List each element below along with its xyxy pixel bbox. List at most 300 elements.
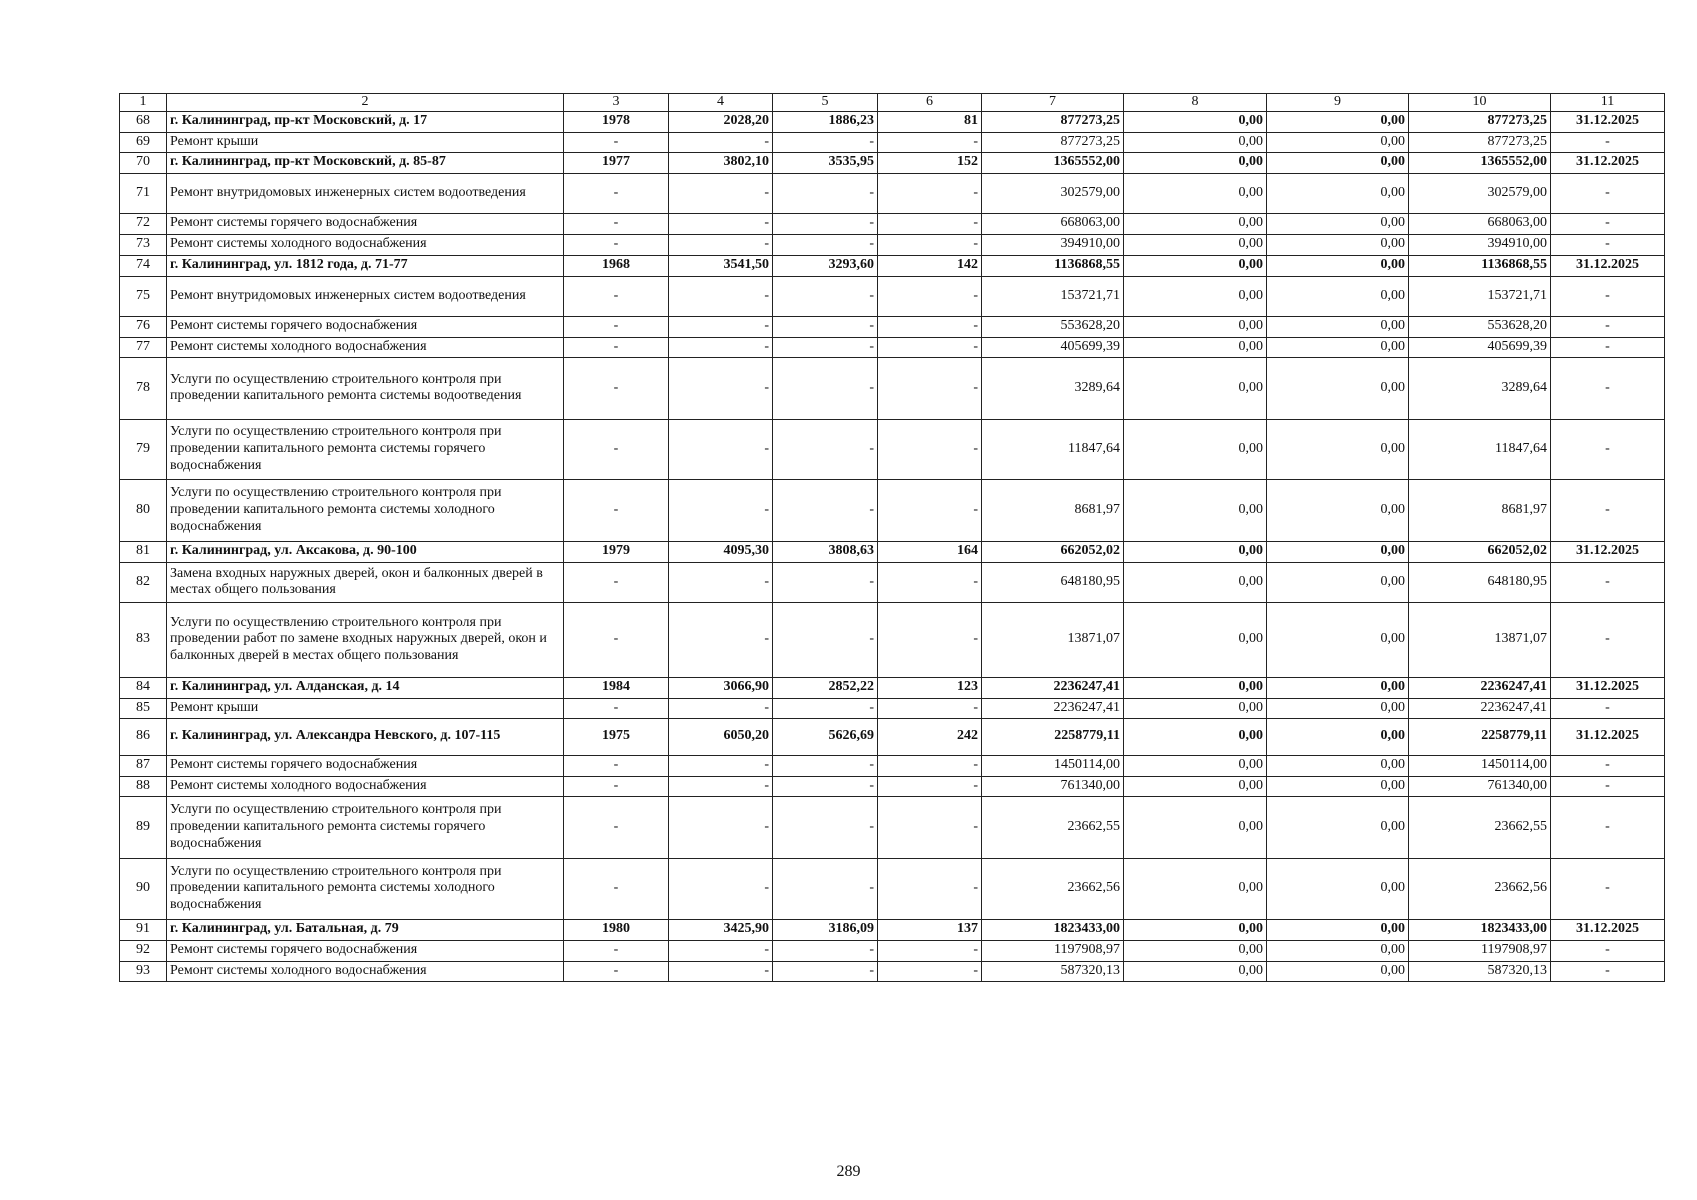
living-area-cell: - [773, 562, 878, 602]
living-area-cell: - [773, 276, 878, 316]
year-cell: - [564, 479, 669, 541]
row-number-cell: 84 [120, 677, 167, 698]
address-row [120, 919, 1665, 940]
work-row [120, 940, 1665, 961]
residents-cell: - [878, 796, 982, 858]
deadline-cell: - [1551, 479, 1665, 541]
column-header: 7 [982, 94, 1124, 112]
living-area-cell: - [773, 234, 878, 255]
object-name-cell: Услуги по осуществлению строительного контроля при проведении капитального ремонта системы горячего водоснабжения [167, 796, 564, 858]
col8-cell: 0,00 [1124, 357, 1267, 419]
row-number-cell: 68 [120, 111, 167, 132]
object-name-cell: г. Калининград, пр-кт Московский, д. 17 [167, 111, 564, 132]
residents-cell: - [878, 776, 982, 796]
object-name-cell: Услуги по осуществлению строительного контроля при проведении капитального ремонта системы водоотведения [167, 357, 564, 419]
object-name-cell: Ремонт крыши [167, 132, 564, 152]
column-header: 4 [669, 94, 773, 112]
deadline-cell: - [1551, 276, 1665, 316]
object-name-cell: Услуги по осуществлению строительного контроля при проведении капитального ремонта системы холодного водоснабжения [167, 858, 564, 919]
col9-cell: 0,00 [1267, 479, 1409, 541]
col10-cost-cell: 3289,64 [1409, 357, 1551, 419]
col9-cell: 0,00 [1267, 337, 1409, 357]
year-cell: - [564, 796, 669, 858]
col9-cell: 0,00 [1267, 755, 1409, 776]
deadline-cell: 31.12.2025 [1551, 255, 1665, 276]
residents-cell: - [878, 337, 982, 357]
row-number-cell: 86 [120, 718, 167, 755]
year-cell: - [564, 698, 669, 718]
total-cost-cell: 1365552,00 [982, 152, 1124, 173]
col8-cell: 0,00 [1124, 961, 1267, 981]
repair-program-table-sheet [119, 93, 1664, 982]
column-header: 1 [120, 94, 167, 112]
object-name-cell: Ремонт системы горячего водоснабжения [167, 755, 564, 776]
row-number-cell: 80 [120, 479, 167, 541]
deadline-cell: - [1551, 858, 1665, 919]
total-cost-cell: 394910,00 [982, 234, 1124, 255]
living-area-cell: - [773, 132, 878, 152]
col8-cell: 0,00 [1124, 152, 1267, 173]
residents-cell: 164 [878, 541, 982, 562]
total-area-cell: - [669, 276, 773, 316]
total-cost-cell: 153721,71 [982, 276, 1124, 316]
residents-cell: 81 [878, 111, 982, 132]
col8-cell: 0,00 [1124, 755, 1267, 776]
work-row [120, 419, 1665, 479]
object-name-cell: Ремонт системы холодного водоснабжения [167, 337, 564, 357]
deadline-cell: 31.12.2025 [1551, 919, 1665, 940]
living-area-cell: 2852,22 [773, 677, 878, 698]
col10-cost-cell: 877273,25 [1409, 132, 1551, 152]
col8-cell: 0,00 [1124, 316, 1267, 337]
living-area-cell: - [773, 173, 878, 213]
row-number-cell: 90 [120, 858, 167, 919]
work-row [120, 479, 1665, 541]
year-cell: - [564, 357, 669, 419]
year-cell: - [564, 961, 669, 981]
object-name-cell: Ремонт внутридомовых инженерных систем водоотведения [167, 276, 564, 316]
total-cost-cell: 877273,25 [982, 132, 1124, 152]
living-area-cell: - [773, 602, 878, 677]
col10-cost-cell: 587320,13 [1409, 961, 1551, 981]
total-area-cell: - [669, 132, 773, 152]
total-area-cell: - [669, 858, 773, 919]
total-area-cell: - [669, 940, 773, 961]
col9-cell: 0,00 [1267, 698, 1409, 718]
object-name-cell: Ремонт системы горячего водоснабжения [167, 213, 564, 234]
total-cost-cell: 648180,95 [982, 562, 1124, 602]
row-number-cell: 91 [120, 919, 167, 940]
row-number-cell: 82 [120, 562, 167, 602]
deadline-cell: 31.12.2025 [1551, 152, 1665, 173]
row-number-cell: 74 [120, 255, 167, 276]
object-name-cell: г. Калининград, ул. Алданская, д. 14 [167, 677, 564, 698]
col10-cost-cell: 1197908,97 [1409, 940, 1551, 961]
row-number-cell: 73 [120, 234, 167, 255]
total-cost-cell: 405699,39 [982, 337, 1124, 357]
total-cost-cell: 761340,00 [982, 776, 1124, 796]
col8-cell: 0,00 [1124, 276, 1267, 316]
row-number-cell: 88 [120, 776, 167, 796]
address-row [120, 255, 1665, 276]
row-number-cell: 72 [120, 213, 167, 234]
object-name-cell: Услуги по осуществлению строительного контроля при проведении работ по замене входных наружных дверей, окон и балконных дверей в местах общего пользования [167, 602, 564, 677]
living-area-cell: - [773, 698, 878, 718]
col8-cell: 0,00 [1124, 562, 1267, 602]
col8-cell: 0,00 [1124, 940, 1267, 961]
col8-cell: 0,00 [1124, 132, 1267, 152]
page-number: 289 [836, 1163, 861, 1180]
total-area-cell: - [669, 173, 773, 213]
living-area-cell: - [773, 316, 878, 337]
living-area-cell: - [773, 419, 878, 479]
object-name-cell: г. Калининград, пр-кт Московский, д. 85-87 [167, 152, 564, 173]
row-number-cell: 81 [120, 541, 167, 562]
col10-cost-cell: 302579,00 [1409, 173, 1551, 213]
col10-cost-cell: 1450114,00 [1409, 755, 1551, 776]
col8-cell: 0,00 [1124, 255, 1267, 276]
total-area-cell: - [669, 316, 773, 337]
col8-cell: 0,00 [1124, 541, 1267, 562]
deadline-cell: - [1551, 337, 1665, 357]
repair-program-table [119, 93, 1665, 982]
col10-cost-cell: 13871,07 [1409, 602, 1551, 677]
residents-cell: - [878, 479, 982, 541]
living-area-cell: - [773, 357, 878, 419]
header-row [120, 94, 1665, 112]
residents-cell: - [878, 602, 982, 677]
col9-cell: 0,00 [1267, 562, 1409, 602]
col9-cell: 0,00 [1267, 132, 1409, 152]
living-area-cell: 3186,09 [773, 919, 878, 940]
column-header: 9 [1267, 94, 1409, 112]
living-area-cell: 5626,69 [773, 718, 878, 755]
address-row [120, 111, 1665, 132]
col8-cell: 0,00 [1124, 479, 1267, 541]
col9-cell: 0,00 [1267, 541, 1409, 562]
year-cell: - [564, 276, 669, 316]
object-name-cell: г. Калининград, ул. Батальная, д. 79 [167, 919, 564, 940]
deadline-cell: 31.12.2025 [1551, 718, 1665, 755]
col10-cost-cell: 405699,39 [1409, 337, 1551, 357]
living-area-cell: 1886,23 [773, 111, 878, 132]
col10-cost-cell: 877273,25 [1409, 111, 1551, 132]
column-header: 5 [773, 94, 878, 112]
deadline-cell: 31.12.2025 [1551, 541, 1665, 562]
col10-cost-cell: 153721,71 [1409, 276, 1551, 316]
col10-cost-cell: 668063,00 [1409, 213, 1551, 234]
col9-cell: 0,00 [1267, 234, 1409, 255]
table-body [120, 94, 1665, 982]
object-name-cell: Услуги по осуществлению строительного контроля при проведении капитального ремонта системы горячего водоснабжения [167, 419, 564, 479]
residents-cell: 123 [878, 677, 982, 698]
total-area-cell: - [669, 776, 773, 796]
residents-cell: 137 [878, 919, 982, 940]
total-area-cell: - [669, 419, 773, 479]
residents-cell: - [878, 234, 982, 255]
object-name-cell: г. Калининград, ул. Аксакова, д. 90-100 [167, 541, 564, 562]
deadline-cell: - [1551, 961, 1665, 981]
total-area-cell: 6050,20 [669, 718, 773, 755]
year-cell: - [564, 132, 669, 152]
total-area-cell: - [669, 479, 773, 541]
col9-cell: 0,00 [1267, 940, 1409, 961]
deadline-cell: - [1551, 755, 1665, 776]
deadline-cell: - [1551, 419, 1665, 479]
work-row [120, 234, 1665, 255]
residents-cell: - [878, 698, 982, 718]
residents-cell: 152 [878, 152, 982, 173]
col9-cell: 0,00 [1267, 255, 1409, 276]
work-row [120, 602, 1665, 677]
total-cost-cell: 13871,07 [982, 602, 1124, 677]
column-header: 11 [1551, 94, 1665, 112]
row-number-cell: 79 [120, 419, 167, 479]
year-cell: - [564, 776, 669, 796]
col10-cost-cell: 8681,97 [1409, 479, 1551, 541]
col10-cost-cell: 648180,95 [1409, 562, 1551, 602]
col9-cell: 0,00 [1267, 357, 1409, 419]
col9-cell: 0,00 [1267, 276, 1409, 316]
total-cost-cell: 587320,13 [982, 961, 1124, 981]
col10-cost-cell: 662052,02 [1409, 541, 1551, 562]
row-number-cell: 87 [120, 755, 167, 776]
year-cell: - [564, 562, 669, 602]
total-cost-cell: 2236247,41 [982, 677, 1124, 698]
deadline-cell: - [1551, 602, 1665, 677]
total-cost-cell: 23662,55 [982, 796, 1124, 858]
row-number-cell: 85 [120, 698, 167, 718]
total-cost-cell: 302579,00 [982, 173, 1124, 213]
work-row [120, 132, 1665, 152]
total-area-cell: - [669, 796, 773, 858]
living-area-cell: - [773, 213, 878, 234]
col9-cell: 0,00 [1267, 796, 1409, 858]
object-name-cell: Ремонт системы горячего водоснабжения [167, 316, 564, 337]
col8-cell: 0,00 [1124, 698, 1267, 718]
col9-cell: 0,00 [1267, 213, 1409, 234]
col10-cost-cell: 761340,00 [1409, 776, 1551, 796]
row-number-cell: 76 [120, 316, 167, 337]
deadline-cell: - [1551, 940, 1665, 961]
residents-cell: - [878, 562, 982, 602]
work-row [120, 858, 1665, 919]
year-cell: 1979 [564, 541, 669, 562]
object-name-cell: Услуги по осуществлению строительного контроля при проведении капитального ремонта системы холодного водоснабжения [167, 479, 564, 541]
object-name-cell: Ремонт системы холодного водоснабжения [167, 234, 564, 255]
col10-cost-cell: 1136868,55 [1409, 255, 1551, 276]
total-area-cell: - [669, 602, 773, 677]
col9-cell: 0,00 [1267, 858, 1409, 919]
total-cost-cell: 1197908,97 [982, 940, 1124, 961]
total-area-cell: 3802,10 [669, 152, 773, 173]
object-name-cell: Замена входных наружных дверей, окон и балконных дверей в местах общего пользования [167, 562, 564, 602]
object-name-cell: Ремонт системы горячего водоснабжения [167, 940, 564, 961]
living-area-cell: 3535,95 [773, 152, 878, 173]
year-cell: - [564, 858, 669, 919]
residents-cell: - [878, 173, 982, 213]
work-row [120, 316, 1665, 337]
row-number-cell: 69 [120, 132, 167, 152]
deadline-cell: - [1551, 234, 1665, 255]
col8-cell: 0,00 [1124, 718, 1267, 755]
col10-cost-cell: 23662,55 [1409, 796, 1551, 858]
total-cost-cell: 1823433,00 [982, 919, 1124, 940]
living-area-cell: - [773, 755, 878, 776]
col8-cell: 0,00 [1124, 337, 1267, 357]
residents-cell: - [878, 132, 982, 152]
total-area-cell: - [669, 755, 773, 776]
row-number-cell: 93 [120, 961, 167, 981]
total-area-cell: 3541,50 [669, 255, 773, 276]
living-area-cell: - [773, 337, 878, 357]
year-cell: - [564, 173, 669, 213]
col8-cell: 0,00 [1124, 858, 1267, 919]
object-name-cell: Ремонт системы холодного водоснабжения [167, 961, 564, 981]
col8-cell: 0,00 [1124, 919, 1267, 940]
col8-cell: 0,00 [1124, 173, 1267, 213]
residents-cell: - [878, 858, 982, 919]
address-row [120, 541, 1665, 562]
total-cost-cell: 8681,97 [982, 479, 1124, 541]
col8-cell: 0,00 [1124, 796, 1267, 858]
row-number-cell: 70 [120, 152, 167, 173]
year-cell: - [564, 213, 669, 234]
deadline-cell: - [1551, 173, 1665, 213]
year-cell: - [564, 419, 669, 479]
object-name-cell: Ремонт крыши [167, 698, 564, 718]
col10-cost-cell: 2236247,41 [1409, 677, 1551, 698]
year-cell: 1975 [564, 718, 669, 755]
col8-cell: 0,00 [1124, 419, 1267, 479]
residents-cell: - [878, 316, 982, 337]
col10-cost-cell: 2236247,41 [1409, 698, 1551, 718]
work-row [120, 755, 1665, 776]
object-name-cell: г. Калининград, ул. 1812 года, д. 71-77 [167, 255, 564, 276]
col10-cost-cell: 23662,56 [1409, 858, 1551, 919]
residents-cell: - [878, 276, 982, 316]
col8-cell: 0,00 [1124, 111, 1267, 132]
year-cell: - [564, 337, 669, 357]
column-header: 3 [564, 94, 669, 112]
residents-cell: 242 [878, 718, 982, 755]
residents-cell: - [878, 961, 982, 981]
col8-cell: 0,00 [1124, 213, 1267, 234]
address-row [120, 152, 1665, 173]
col9-cell: 0,00 [1267, 776, 1409, 796]
living-area-cell: - [773, 479, 878, 541]
col8-cell: 0,00 [1124, 234, 1267, 255]
column-header: 6 [878, 94, 982, 112]
work-row [120, 337, 1665, 357]
work-row [120, 776, 1665, 796]
col8-cell: 0,00 [1124, 776, 1267, 796]
col9-cell: 0,00 [1267, 677, 1409, 698]
living-area-cell: - [773, 961, 878, 981]
column-header: 8 [1124, 94, 1267, 112]
year-cell: - [564, 602, 669, 677]
total-cost-cell: 11847,64 [982, 419, 1124, 479]
deadline-cell: - [1551, 213, 1665, 234]
year-cell: - [564, 234, 669, 255]
col8-cell: 0,00 [1124, 602, 1267, 677]
total-area-cell: - [669, 698, 773, 718]
total-area-cell: - [669, 213, 773, 234]
residents-cell: - [878, 940, 982, 961]
total-area-cell: 3425,90 [669, 919, 773, 940]
work-row [120, 961, 1665, 981]
deadline-cell: - [1551, 316, 1665, 337]
deadline-cell: - [1551, 132, 1665, 152]
col8-cell: 0,00 [1124, 677, 1267, 698]
work-row [120, 173, 1665, 213]
deadline-cell: - [1551, 562, 1665, 602]
work-row [120, 357, 1665, 419]
deadline-cell: - [1551, 796, 1665, 858]
total-cost-cell: 553628,20 [982, 316, 1124, 337]
year-cell: 1984 [564, 677, 669, 698]
total-cost-cell: 23662,56 [982, 858, 1124, 919]
residents-cell: - [878, 213, 982, 234]
year-cell: - [564, 755, 669, 776]
residents-cell: 142 [878, 255, 982, 276]
year-cell: - [564, 316, 669, 337]
row-number-cell: 89 [120, 796, 167, 858]
object-name-cell: г. Калининград, ул. Александра Невского, д. 107-115 [167, 718, 564, 755]
total-cost-cell: 3289,64 [982, 357, 1124, 419]
col10-cost-cell: 11847,64 [1409, 419, 1551, 479]
total-cost-cell: 662052,02 [982, 541, 1124, 562]
deadline-cell: 31.12.2025 [1551, 677, 1665, 698]
address-row [120, 677, 1665, 698]
col9-cell: 0,00 [1267, 961, 1409, 981]
year-cell: 1978 [564, 111, 669, 132]
deadline-cell: - [1551, 698, 1665, 718]
living-area-cell: - [773, 858, 878, 919]
living-area-cell: 3808,63 [773, 541, 878, 562]
work-row [120, 213, 1665, 234]
living-area-cell: - [773, 940, 878, 961]
col9-cell: 0,00 [1267, 316, 1409, 337]
col9-cell: 0,00 [1267, 602, 1409, 677]
total-area-cell: - [669, 961, 773, 981]
work-row [120, 562, 1665, 602]
residents-cell: - [878, 357, 982, 419]
col10-cost-cell: 553628,20 [1409, 316, 1551, 337]
col10-cost-cell: 1823433,00 [1409, 919, 1551, 940]
total-cost-cell: 877273,25 [982, 111, 1124, 132]
total-cost-cell: 668063,00 [982, 213, 1124, 234]
total-area-cell: - [669, 234, 773, 255]
col9-cell: 0,00 [1267, 919, 1409, 940]
year-cell: 1968 [564, 255, 669, 276]
object-name-cell: Ремонт внутридомовых инженерных систем водоотведения [167, 173, 564, 213]
column-header: 10 [1409, 94, 1551, 112]
total-area-cell: 3066,90 [669, 677, 773, 698]
col9-cell: 0,00 [1267, 111, 1409, 132]
total-cost-cell: 2236247,41 [982, 698, 1124, 718]
col10-cost-cell: 2258779,11 [1409, 718, 1551, 755]
row-number-cell: 77 [120, 337, 167, 357]
total-cost-cell: 1136868,55 [982, 255, 1124, 276]
deadline-cell: - [1551, 357, 1665, 419]
object-name-cell: Ремонт системы холодного водоснабжения [167, 776, 564, 796]
living-area-cell: 3293,60 [773, 255, 878, 276]
row-number-cell: 71 [120, 173, 167, 213]
row-number-cell: 75 [120, 276, 167, 316]
column-header: 2 [167, 94, 564, 112]
living-area-cell: - [773, 776, 878, 796]
